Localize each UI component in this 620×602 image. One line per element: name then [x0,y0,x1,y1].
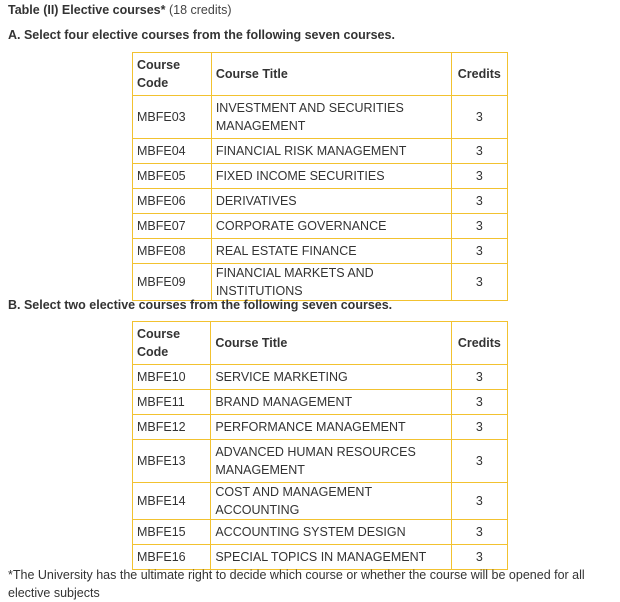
header-course-title: Course Title [211,322,451,365]
course-credits: 3 [451,189,507,214]
page-title [8,2,232,18]
course-credits: 3 [451,239,507,264]
table-row [133,96,508,139]
course-credits: 3 [451,545,507,570]
course-credits: 3 [451,139,507,164]
table-row [133,390,508,415]
course-title: INVESTMENT AND SECURITIES MANAGEMENT [211,96,451,139]
course-credits: 3 [451,365,507,390]
table-row [133,239,508,264]
course-title: ACCOUNTING SYSTEM DESIGN [211,520,451,545]
course-code: MBFE13 [133,440,211,483]
table-row [133,440,508,483]
course-code: MBFE06 [133,189,212,214]
course-credits: 3 [451,440,507,483]
course-code: MBFE10 [133,365,211,390]
course-title: ADVANCED HUMAN RESOURCES MANAGEMENT [211,440,451,483]
course-code: MBFE03 [133,96,212,139]
title-main: Table (II) Elective courses* [8,3,166,17]
header-course-code: Course Code [133,53,212,96]
course-title: BRAND MANAGEMENT [211,390,451,415]
elective-table-b [132,321,508,570]
footnote: *The University has the ultimate right to decide which course or whether the course will be opened for all elective subjects [8,568,585,600]
course-code: MBFE08 [133,239,212,264]
course-code: MBFE14 [133,483,211,520]
table-header-row [133,53,508,96]
course-title: DERIVATIVES [211,189,451,214]
header-course-code: Course Code [133,322,211,365]
course-credits: 3 [451,390,507,415]
table-row [133,415,508,440]
course-title: PERFORMANCE MANAGEMENT [211,415,451,440]
title-credits-note: (18 credits) [168,3,232,17]
course-credits: 3 [451,520,507,545]
course-title: FINANCIAL RISK MANAGEMENT [211,139,451,164]
course-credits: 3 [451,264,507,301]
table-row [133,164,508,189]
table-header-row [133,322,508,365]
course-code: MBFE07 [133,214,212,239]
course-code: MBFE11 [133,390,211,415]
course-credits: 3 [451,96,507,139]
course-code: MBFE15 [133,520,211,545]
table-row [133,139,508,164]
section-a-heading: A. Select four elective courses from the following seven courses. [8,28,395,42]
course-title: FINANCIAL MARKETS AND INSTITUTIONS [211,264,451,301]
course-title: REAL ESTATE FINANCE [211,239,451,264]
course-code: MBFE16 [133,545,211,570]
course-code: MBFE05 [133,164,212,189]
table-row [133,365,508,390]
course-title: COST AND MANAGEMENT ACCOUNTING [211,483,451,520]
course-credits: 3 [451,214,507,239]
table-row [133,189,508,214]
course-title: FIXED INCOME SECURITIES [211,164,451,189]
course-code: MBFE04 [133,139,212,164]
course-title: SPECIAL TOPICS IN MANAGEMENT [211,545,451,570]
header-credits: Credits [451,53,507,96]
header-credits: Credits [451,322,507,365]
table-row [133,520,508,545]
section-b-heading: B. Select two elective courses from the following seven courses. [8,298,393,312]
course-title: SERVICE MARKETING [211,365,451,390]
course-credits: 3 [451,415,507,440]
course-credits: 3 [451,164,507,189]
header-course-title: Course Title [211,53,451,96]
table-row [133,483,508,520]
course-credits: 3 [451,483,507,520]
elective-table-a [132,52,508,301]
course-code: MBFE12 [133,415,211,440]
course-code: MBFE09 [133,264,212,301]
table-row [133,264,508,301]
course-title: CORPORATE GOVERNANCE [211,214,451,239]
table-row [133,214,508,239]
